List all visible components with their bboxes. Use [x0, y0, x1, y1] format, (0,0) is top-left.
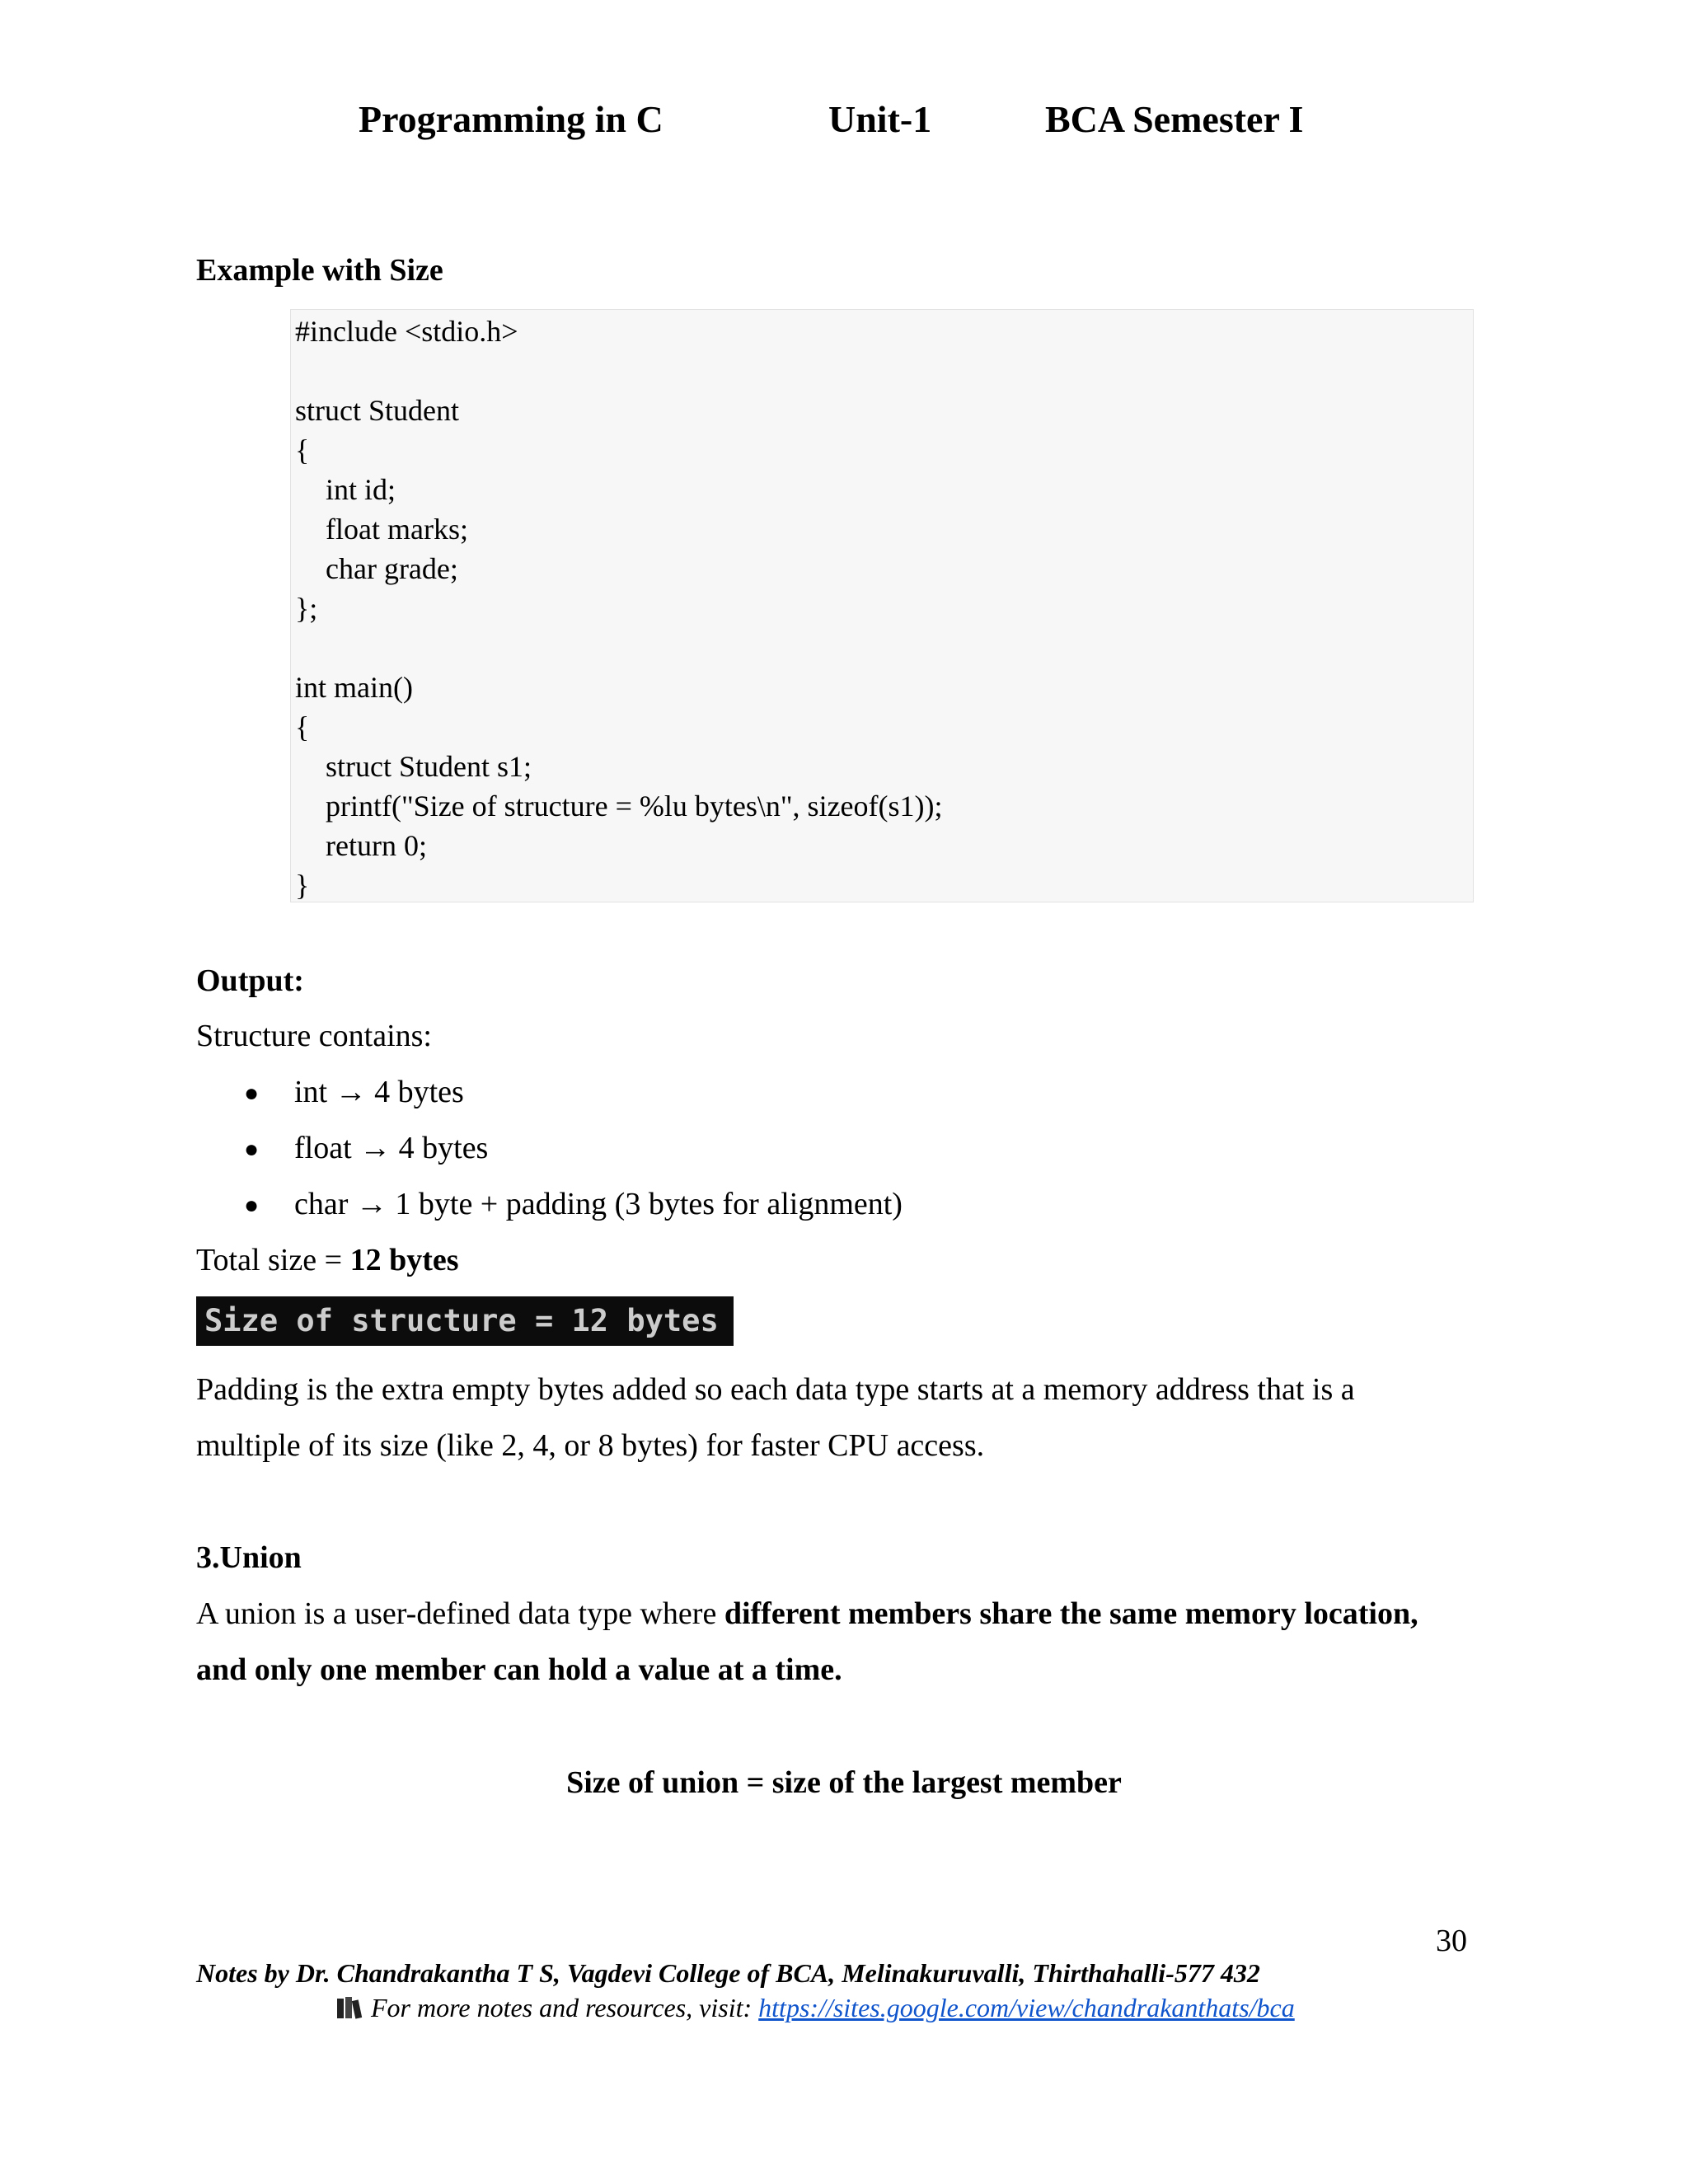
bullet-item: float → 4 bytes: [294, 1131, 489, 1165]
total-size-value: 12 bytes: [349, 1243, 459, 1277]
code-line: char grade;: [326, 552, 458, 585]
code-line: return 0;: [326, 829, 427, 862]
total-size-line: [196, 1242, 459, 1278]
output-heading: Output:: [196, 963, 304, 998]
code-line: {: [295, 434, 310, 466]
code-line: printf("Size of structure = %lu bytes\n", sizeof(s1));: [326, 790, 943, 823]
terminal-output: Size of structure = 12 bytes: [196, 1296, 734, 1346]
code-line: }: [295, 869, 310, 902]
header-unit: Unit-1: [828, 98, 932, 140]
union-paragraph-line-2: and only one member can hold a value at a time.: [196, 1652, 842, 1687]
footer-link[interactable]: https://sites.google.com/view/chandrakanthats/bca: [758, 1993, 1295, 2022]
padding-paragraph-line-2: multiple of its size (like 2, 4, or 8 bytes) for faster CPU access.: [196, 1428, 985, 1463]
bullet-icon: ●: [244, 1080, 260, 1107]
union-paragraph-line-1: [196, 1596, 1418, 1632]
code-line: float marks;: [326, 513, 468, 546]
structure-contains-text: Structure contains:: [196, 1019, 432, 1053]
footer-visit-text: For more notes and resources, visit:: [371, 1993, 759, 2022]
code-line: {: [295, 710, 310, 743]
footer-visit-line: [336, 1993, 1295, 2023]
bullet-item: char → 1 byte + padding (3 bytes for alignment): [294, 1187, 903, 1221]
header-course-title: Programming in C: [359, 98, 663, 140]
page-number: 30: [1436, 1924, 1467, 1958]
code-line: struct Student: [295, 394, 459, 427]
code-block: [290, 309, 1474, 902]
code-line: #include <stdio.h>: [295, 315, 518, 348]
code-line: };: [295, 592, 318, 625]
bullet-icon: ●: [244, 1136, 260, 1163]
code-line: struct Student s1;: [326, 750, 532, 783]
bullet-icon: ●: [244, 1192, 260, 1219]
footer-notes: Notes by Dr. Chandrakantha T S, Vagdevi College of BCA, Melinakuruvalli, Thirthahalli-577 432: [196, 1958, 1260, 1988]
code-line: int main(): [295, 671, 413, 704]
union-size-formula: Size of union = size of the largest member: [566, 1765, 1122, 1800]
union-text-bold: different members share the same memory location,: [724, 1596, 1418, 1631]
union-heading: 3.Union: [196, 1540, 302, 1575]
total-size-label: Total size =: [196, 1243, 350, 1277]
bullet-item: int → 4 bytes: [294, 1075, 464, 1109]
header-semester: BCA Semester I: [1045, 98, 1304, 140]
union-text-plain: A union is a user-defined data type where: [196, 1596, 724, 1631]
code-line: int id;: [326, 473, 396, 506]
padding-paragraph-line-1: Padding is the extra empty bytes added so each data type starts at a memory address that is a: [196, 1372, 1355, 1407]
books-icon: [336, 1996, 364, 2019]
example-heading: Example with Size: [196, 253, 443, 288]
